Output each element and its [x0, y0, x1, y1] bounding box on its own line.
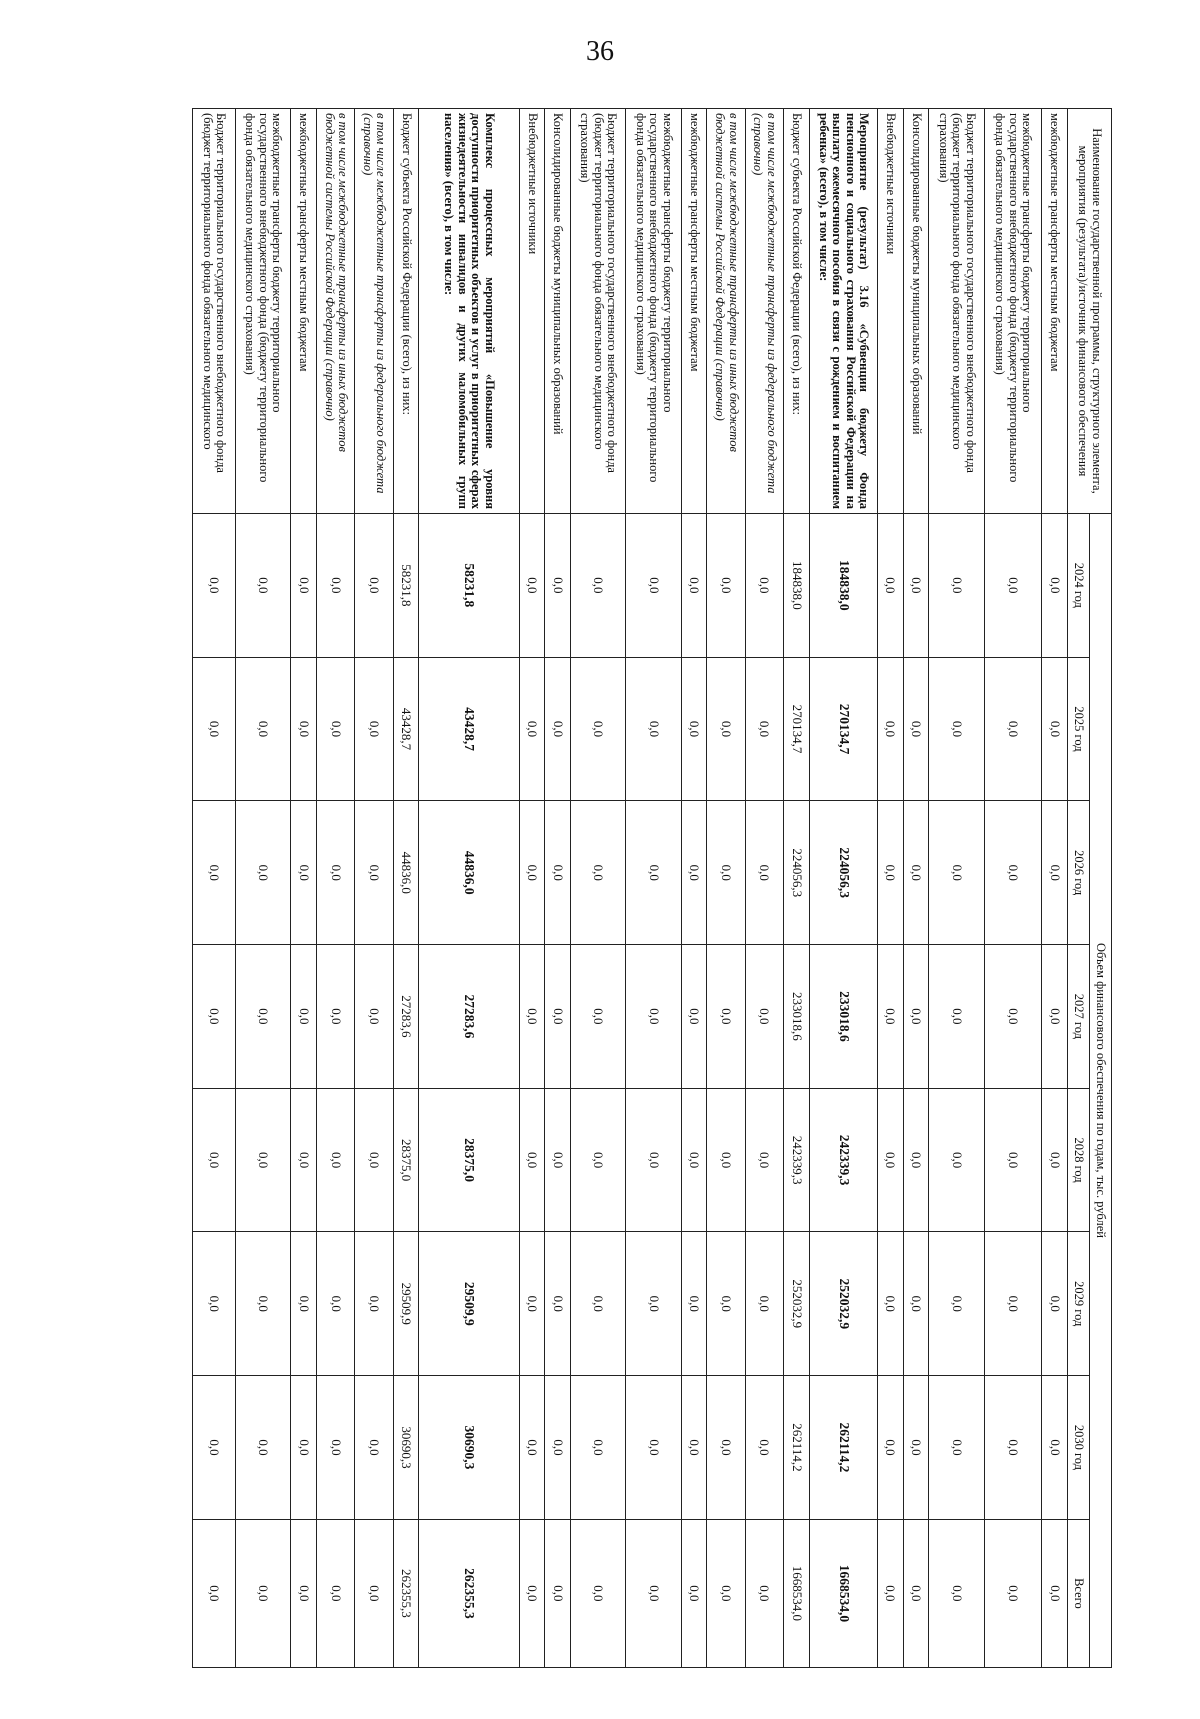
header-name-column: Наименование государственной программы, структурного элемента, мероприятия (результата)/источник финансового обеспечения	[1068, 109, 1112, 514]
row-year-value: 0,0	[355, 1376, 393, 1520]
table-row	[626, 109, 681, 1668]
row-total-value: 262355,3	[393, 1519, 419, 1667]
row-year-value: 0,0	[291, 801, 317, 945]
row-year-value: 0,0	[291, 1088, 317, 1232]
row-year-value: 0,0	[193, 513, 236, 657]
row-year-value: 0,0	[193, 801, 236, 945]
header-total: Всего	[1068, 1519, 1090, 1667]
row-year-value: 0,0	[519, 801, 545, 945]
row-year-value: 0,0	[519, 1088, 545, 1232]
table-row	[193, 109, 236, 1668]
row-year-value: 0,0	[903, 945, 929, 1089]
row-year-value: 0,0	[519, 945, 545, 1089]
row-name: межбюджетные трансферты бюджету территориального государственного внебюджетного фонда (бюджету территориального фонда обязательного медицинского страхования)	[984, 109, 1042, 514]
row-year-value: 0,0	[519, 1232, 545, 1376]
row-year-value: 0,0	[519, 513, 545, 657]
row-year-value: 0,0	[745, 1232, 783, 1376]
row-year-value: 262114,2	[809, 1376, 877, 1520]
row-year-value: 0,0	[903, 657, 929, 801]
row-year-value: 0,0	[681, 657, 707, 801]
row-year-value: 58231,8	[393, 513, 419, 657]
row-year-value: 0,0	[193, 1376, 236, 1520]
row-total-value: 0,0	[355, 1519, 393, 1667]
row-year-value: 0,0	[545, 657, 571, 801]
row-year-value: 0,0	[235, 1376, 290, 1520]
header-year: 2024 год	[1068, 513, 1090, 657]
row-year-value: 0,0	[903, 1088, 929, 1232]
row-year-value: 0,0	[878, 1088, 904, 1232]
row-year-value: 0,0	[355, 1088, 393, 1232]
table-row	[809, 109, 877, 1668]
row-name: Бюджет субъекта Российской Федерации (всего), из них:	[393, 109, 419, 514]
row-total-value: 0,0	[878, 1519, 904, 1667]
row-name: межбюджетные трансферты местным бюджетам	[291, 109, 317, 514]
row-year-value: 0,0	[878, 1232, 904, 1376]
table-row	[1042, 109, 1068, 1668]
row-year-value: 30690,3	[419, 1376, 519, 1520]
row-year-value: 0,0	[545, 1376, 571, 1520]
row-year-value: 0,0	[193, 657, 236, 801]
row-total-value: 0,0	[929, 1519, 984, 1667]
row-year-value: 0,0	[545, 945, 571, 1089]
row-total-value: 0,0	[626, 1519, 681, 1667]
table-row	[878, 109, 904, 1668]
row-name: Внебюджетные источники	[878, 109, 904, 514]
table-row	[316, 109, 354, 1668]
row-total-value: 0,0	[570, 1519, 625, 1667]
row-year-value: 0,0	[235, 801, 290, 945]
rotated-table-container	[192, 108, 1112, 1668]
row-name: Мероприятие (результат) 3.16 «Субвенции бюджету Фонда пенсионного и социального страхования Российской Федерации на выплату ежемесячного пособия в связи с рождением и воспитанием ребенка» (всего), в том числе:	[809, 109, 877, 514]
row-total-value: 1668534,0	[784, 1519, 810, 1667]
row-year-value: 252032,9	[784, 1232, 810, 1376]
row-total-value: 0,0	[903, 1519, 929, 1667]
row-year-value: 0,0	[984, 657, 1042, 801]
row-year-value: 0,0	[355, 1232, 393, 1376]
row-name: Бюджет территориального государственного внебюджетного фонда (бюджет территориального фонда обязательного медицинского страхования)	[929, 109, 984, 514]
row-year-value: 0,0	[1042, 1376, 1068, 1520]
row-year-value: 0,0	[929, 657, 984, 801]
row-year-value: 0,0	[1042, 1232, 1068, 1376]
row-year-value: 28375,0	[393, 1088, 419, 1232]
row-year-value: 0,0	[745, 945, 783, 1089]
row-year-value: 0,0	[291, 513, 317, 657]
row-year-value: 28375,0	[419, 1088, 519, 1232]
row-year-value: 0,0	[193, 1088, 236, 1232]
row-year-value: 58231,8	[419, 513, 519, 657]
row-year-value: 0,0	[570, 1088, 625, 1232]
table-row	[745, 109, 783, 1668]
row-year-value: 0,0	[681, 513, 707, 657]
row-year-value: 0,0	[984, 1088, 1042, 1232]
row-year-value: 242339,3	[809, 1088, 877, 1232]
row-year-value: 0,0	[626, 1376, 681, 1520]
row-name: Консолидированные бюджеты муниципальных образований	[545, 109, 571, 514]
row-name: в том числе межбюджетные трансферты из иных бюджетов бюджетной системы Российской Федерации (справочно)	[316, 109, 354, 514]
row-year-value: 44836,0	[419, 801, 519, 945]
row-year-value: 0,0	[707, 801, 745, 945]
row-year-value: 224056,3	[784, 801, 810, 945]
row-year-value: 0,0	[570, 513, 625, 657]
row-year-value: 0,0	[626, 657, 681, 801]
row-year-value: 0,0	[707, 1088, 745, 1232]
page-number: 36	[586, 36, 614, 67]
row-total-value: 0,0	[193, 1519, 236, 1667]
header-group: Объем финансового обеспечения по годам, тыс. рублей	[1090, 513, 1112, 1667]
row-year-value: 0,0	[235, 1088, 290, 1232]
table-row	[707, 109, 745, 1668]
row-year-value: 0,0	[929, 945, 984, 1089]
row-year-value: 0,0	[291, 1376, 317, 1520]
row-year-value: 0,0	[984, 801, 1042, 945]
row-year-value: 0,0	[929, 1376, 984, 1520]
row-year-value: 0,0	[878, 945, 904, 1089]
row-year-value: 0,0	[929, 1232, 984, 1376]
row-year-value: 0,0	[745, 1376, 783, 1520]
financing-table	[192, 108, 1112, 1668]
row-year-value: 0,0	[903, 1232, 929, 1376]
row-year-value: 0,0	[291, 1232, 317, 1376]
row-year-value: 224056,3	[809, 801, 877, 945]
row-year-value: 0,0	[545, 1232, 571, 1376]
table-row	[393, 109, 419, 1668]
row-year-value: 0,0	[903, 801, 929, 945]
row-year-value: 0,0	[626, 1088, 681, 1232]
row-year-value: 0,0	[929, 801, 984, 945]
row-year-value: 27283,6	[419, 945, 519, 1089]
row-year-value: 0,0	[681, 1376, 707, 1520]
row-year-value: 0,0	[1042, 945, 1068, 1089]
table-row	[570, 109, 625, 1668]
row-year-value: 0,0	[570, 945, 625, 1089]
row-year-value: 0,0	[626, 1232, 681, 1376]
row-year-value: 0,0	[235, 657, 290, 801]
row-total-value: 0,0	[984, 1519, 1042, 1667]
row-year-value: 0,0	[545, 801, 571, 945]
row-year-value: 0,0	[570, 1376, 625, 1520]
row-year-value: 0,0	[1042, 657, 1068, 801]
table-row	[519, 109, 545, 1668]
row-total-value: 0,0	[681, 1519, 707, 1667]
header-year: 2030 год	[1068, 1376, 1090, 1520]
row-year-value: 0,0	[545, 1088, 571, 1232]
row-total-value: 0,0	[745, 1519, 783, 1667]
row-year-value: 0,0	[355, 657, 393, 801]
row-name: межбюджетные трансферты местным бюджетам	[681, 109, 707, 514]
row-year-value: 233018,6	[809, 945, 877, 1089]
row-year-value: 0,0	[235, 1232, 290, 1376]
table-row	[291, 109, 317, 1668]
row-year-value: 0,0	[316, 1232, 354, 1376]
table-row	[929, 109, 984, 1668]
row-year-value: 0,0	[316, 657, 354, 801]
row-year-value: 0,0	[878, 801, 904, 945]
row-total-value: 0,0	[707, 1519, 745, 1667]
row-name: Бюджет субъекта Российской Федерации (всего), из них:	[784, 109, 810, 514]
row-year-value: 0,0	[878, 657, 904, 801]
row-year-value: 0,0	[316, 945, 354, 1089]
row-year-value: 0,0	[878, 1376, 904, 1520]
row-year-value: 0,0	[929, 1088, 984, 1232]
row-name: в том числе межбюджетные трансферты из иных бюджетов бюджетной системы Российской Федерации (справочно)	[707, 109, 745, 514]
row-year-value: 233018,6	[784, 945, 810, 1089]
row-year-value: 0,0	[316, 1088, 354, 1232]
row-name: межбюджетные трансферты бюджету территориального государственного внебюджетного фонда (бюджету территориального фонда обязательного медицинского страхования)	[235, 109, 290, 514]
header-year: 2027 год	[1068, 945, 1090, 1089]
row-year-value: 30690,3	[393, 1376, 419, 1520]
row-total-value: 0,0	[545, 1519, 571, 1667]
row-total-value: 0,0	[519, 1519, 545, 1667]
table-row	[419, 109, 519, 1668]
table-body	[193, 109, 1068, 1668]
row-year-value: 0,0	[984, 1232, 1042, 1376]
row-total-value: 0,0	[291, 1519, 317, 1667]
row-total-value: 1668534,0	[809, 1519, 877, 1667]
row-year-value: 0,0	[707, 1232, 745, 1376]
row-year-value: 262114,2	[784, 1376, 810, 1520]
row-year-value: 0,0	[519, 1376, 545, 1520]
row-name: в том числе межбюджетные трансферты из федерального бюджета (справочно)	[355, 109, 393, 514]
row-year-value: 0,0	[681, 1088, 707, 1232]
row-name: Консолидированные бюджеты муниципальных образований	[903, 109, 929, 514]
row-year-value: 0,0	[681, 945, 707, 1089]
header-year: 2026 год	[1068, 801, 1090, 945]
row-year-value: 252032,9	[809, 1232, 877, 1376]
row-year-value: 0,0	[193, 1232, 236, 1376]
row-year-value: 0,0	[570, 1232, 625, 1376]
row-year-value: 0,0	[291, 945, 317, 1089]
row-year-value: 0,0	[316, 1376, 354, 1520]
row-year-value: 0,0	[570, 657, 625, 801]
row-year-value: 0,0	[355, 801, 393, 945]
row-year-value: 0,0	[707, 657, 745, 801]
row-year-value: 0,0	[316, 801, 354, 945]
row-year-value: 0,0	[681, 801, 707, 945]
row-year-value: 0,0	[193, 945, 236, 1089]
table-row	[545, 109, 571, 1668]
row-year-value: 29509,9	[419, 1232, 519, 1376]
row-year-value: 0,0	[235, 513, 290, 657]
row-total-value: 262355,3	[419, 1519, 519, 1667]
row-year-value: 43428,7	[393, 657, 419, 801]
row-total-value: 0,0	[1042, 1519, 1068, 1667]
header-year: 2028 год	[1068, 1088, 1090, 1232]
row-year-value: 0,0	[707, 513, 745, 657]
row-year-value: 44836,0	[393, 801, 419, 945]
row-year-value: 0,0	[681, 1232, 707, 1376]
row-name: Комплекс процессных мероприятий «Повышение уровня доступности приоритетных объектов и услуг в приоритетных сферах жизнедеятельности инвалидов и других маломобильных групп населения» (всего), в том числе:	[419, 109, 519, 514]
row-year-value: 0,0	[984, 945, 1042, 1089]
row-year-value: 0,0	[984, 513, 1042, 657]
row-year-value: 27283,6	[393, 945, 419, 1089]
header-year: 2025 год	[1068, 657, 1090, 801]
row-year-value: 184838,0	[784, 513, 810, 657]
row-name: Внебюджетные источники	[519, 109, 545, 514]
row-year-value: 270134,7	[809, 657, 877, 801]
row-year-value: 0,0	[355, 945, 393, 1089]
row-name: межбюджетные трансферты бюджету территориального государственного внебюджетного фонда (бюджету территориального фонда обязательного медицинского страхования)	[626, 109, 681, 514]
row-year-value: 242339,3	[784, 1088, 810, 1232]
row-year-value: 0,0	[878, 513, 904, 657]
row-name: Бюджет территориального государственного внебюджетного фонда (бюджет территориального фонда обязательного медицинского страхования)	[570, 109, 625, 514]
row-total-value: 0,0	[235, 1519, 290, 1667]
row-year-value: 0,0	[903, 513, 929, 657]
table-header	[1068, 109, 1112, 1668]
row-year-value: 0,0	[1042, 801, 1068, 945]
header-year: 2029 год	[1068, 1232, 1090, 1376]
table-row	[235, 109, 290, 1668]
row-year-value: 0,0	[235, 945, 290, 1089]
row-year-value: 0,0	[626, 801, 681, 945]
table-row	[903, 109, 929, 1668]
table-row	[355, 109, 393, 1668]
row-year-value: 0,0	[745, 657, 783, 801]
row-name: Бюджет территориального государственного внебюджетного фонда (бюджет территориального фонда обязательного медицинского	[193, 109, 236, 514]
table-row	[984, 109, 1042, 1668]
row-total-value: 0,0	[316, 1519, 354, 1667]
row-year-value: 29509,9	[393, 1232, 419, 1376]
row-year-value: 0,0	[626, 513, 681, 657]
row-year-value: 0,0	[355, 513, 393, 657]
row-year-value: 0,0	[316, 513, 354, 657]
row-year-value: 0,0	[929, 513, 984, 657]
row-year-value: 0,0	[707, 945, 745, 1089]
row-year-value: 0,0	[519, 657, 545, 801]
row-year-value: 0,0	[984, 1376, 1042, 1520]
row-year-value: 0,0	[745, 513, 783, 657]
row-year-value: 0,0	[1042, 1088, 1068, 1232]
row-year-value: 184838,0	[809, 513, 877, 657]
row-name: межбюджетные трансферты местным бюджетам	[1042, 109, 1068, 514]
row-year-value: 0,0	[291, 657, 317, 801]
row-year-value: 0,0	[626, 945, 681, 1089]
row-year-value: 0,0	[707, 1376, 745, 1520]
table-row	[784, 109, 810, 1668]
row-year-value: 0,0	[903, 1376, 929, 1520]
table-row	[681, 109, 707, 1668]
row-name: в том числе межбюджетные трансферты из федерального бюджета (справочно)	[745, 109, 783, 514]
row-year-value: 0,0	[545, 513, 571, 657]
row-year-value: 43428,7	[419, 657, 519, 801]
row-year-value: 0,0	[570, 801, 625, 945]
row-year-value: 0,0	[745, 801, 783, 945]
row-year-value: 0,0	[745, 1088, 783, 1232]
row-year-value: 0,0	[1042, 513, 1068, 657]
row-year-value: 270134,7	[784, 657, 810, 801]
